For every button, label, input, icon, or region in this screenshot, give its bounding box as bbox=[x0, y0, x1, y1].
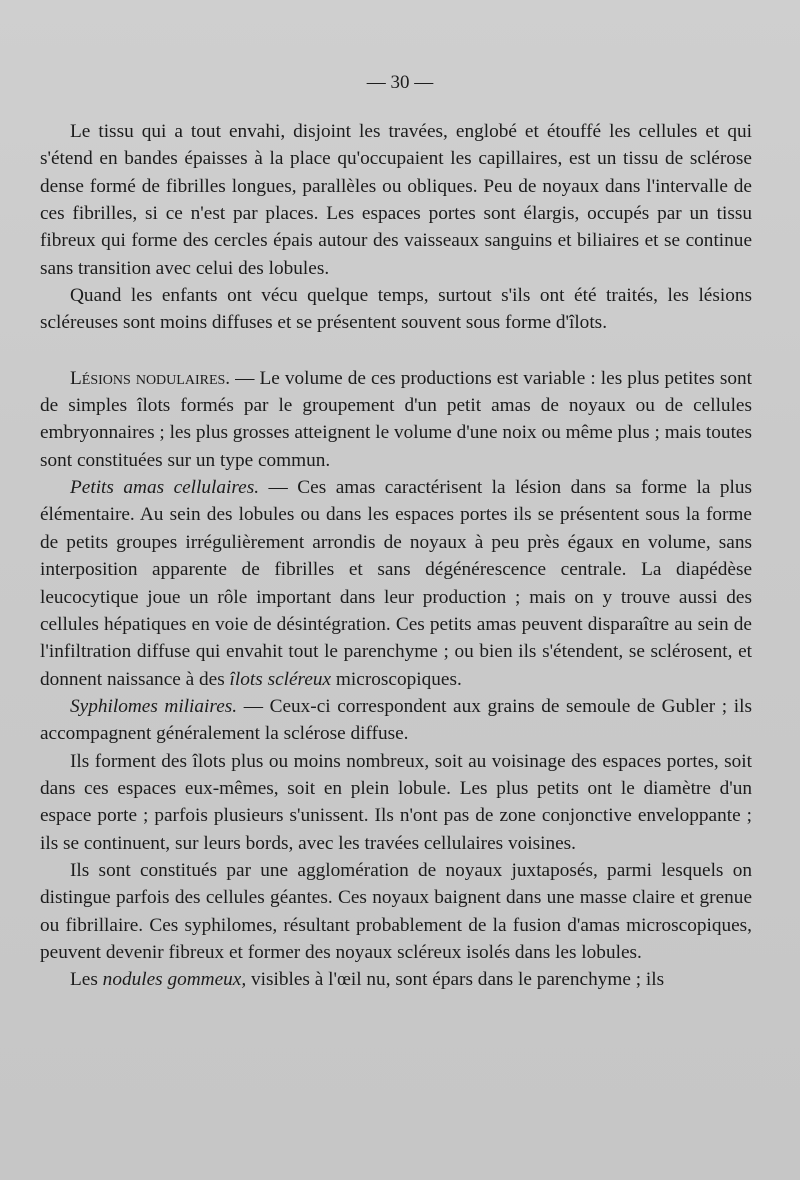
paragraph-8-lead: Les bbox=[70, 969, 103, 991]
paragraph-8-text: visibles à l'œil nu, sont épars dans le parenchyme ; ils bbox=[246, 969, 665, 991]
subheading-petits-amas: Petits amas cellulaires. bbox=[70, 477, 260, 499]
paragraph-6: Ils forment des îlots plus ou moins nombreux, soit au voisinage des espaces portes, soit dans ces espaces eux-mêmes, soit en plein lobule. Les plus petits ont le diamètre d'un espace porte ; parfois plusieurs s'unissent. Ils n'ont pas de zone conjonctive enveloppante ; ils se continuent, sur leurs bords, avec les travées cellulaires voisines. bbox=[40, 750, 752, 854]
paragraph-1: Le tissu qui a tout envahi, disjoint les travées, englobé et étouffé les cellules et qui s'étend en bandes épaisses à la place qu'occupaient les capillaires, est un tissu de sclérose dense formé de fibrilles longues, parallèles ou obliques. Peu de noyaux dans l'intervalle de ces fibrilles, si ce n'est par places. Les espaces portes sont élargis, occupés par un tissu fibreux qui forme des cercles épais autour des vaisseaux sanguins et biliaires et se continue sans transition avec celui des lobules. bbox=[40, 121, 752, 279]
paragraph-petits-amas bbox=[40, 474, 752, 693]
paragraph-3-text: — Le volume de ces productions est variable : les plus petites sont de simples îlots formés par le groupement d'un petit amas de noyaux ou de cellules embryonnaires ; les plus grosses atteignent le volume d'une noix ou même plus ; mais toutes sont constituées sur un type commun. bbox=[40, 367, 752, 471]
paragraph-5-text: — Ceux-ci correspondent aux grains de semoule de Gubler ; ils accompagnent généralement la sclérose diffuse. bbox=[40, 695, 752, 745]
paragraph-nodules-gommeux bbox=[40, 966, 752, 993]
emphasis-ilots-sclereux: îlots scléreux bbox=[229, 668, 332, 690]
paragraph-lesions-nodulaires bbox=[40, 365, 752, 474]
paragraph-syphilomes bbox=[40, 693, 752, 748]
paragraph-4-tail: microscopiques. bbox=[331, 668, 462, 690]
paragraph-2: Quand les enfants ont vécu quelque temps, surtout s'ils ont été traités, les lésions scléreuses sont moins diffuses et se présentent souvent sous forme d'îlots. bbox=[40, 285, 752, 334]
paragraph-7: Ils sont constitués par une agglomération de noyaux juxtaposés, parmi lesquels on distingue parfois des cellules géantes. Ces noyaux baignent dans une masse claire et grenue ou fibrillaire. Ces syphilomes, résultant probablement de la fusion d'amas microscopiques, peuvent devenir fibreux et former des noyaux scléreux isolés dans les lobules. bbox=[40, 859, 752, 963]
section-heading-lesions-nodulaires: Lésions nodulaires. bbox=[70, 367, 231, 389]
paragraph-4-text: — Ces amas caractérisent la lésion dans sa forme la plus élémentaire. Au sein des lobules ou dans les espaces portes ils se présentent sous la forme de petits groupes irrégulièrement arrondis de noyaux à peu près égaux en volume, sans interposition apparente de fibrilles et sans dégénérescence centrale. La diapédèse leucocytique joue un rôle important dans leur production ; mais on y trouve aussi des cellules hépatiques en voie de désintégration. Ces petits amas peuvent disparaître au sein de l'infiltration diffuse qui envahit tout le parenchyme ; ou bien ils s'étendent, se sclérosent, et donnent naissance à des bbox=[40, 477, 753, 690]
section-spacer bbox=[40, 337, 752, 365]
emphasis-nodules-gommeux: nodules gommeux, bbox=[102, 969, 247, 991]
subheading-syphilomes: Syphilomes miliaires. bbox=[70, 695, 238, 717]
body-text bbox=[40, 118, 752, 994]
page-number: — 30 — bbox=[366, 72, 434, 93]
